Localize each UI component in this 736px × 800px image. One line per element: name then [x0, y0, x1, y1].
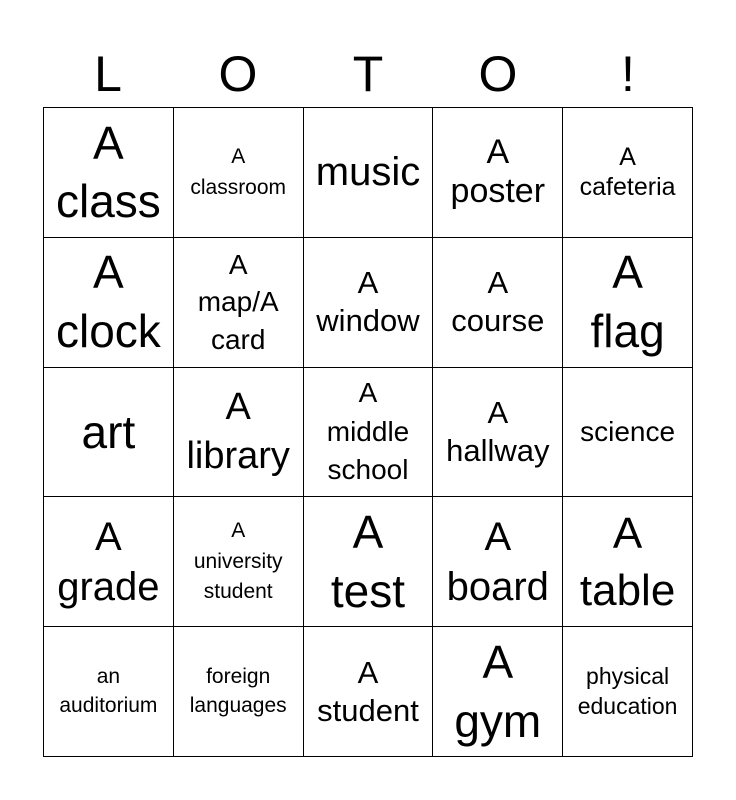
cell-text: A class — [55, 116, 161, 228]
cell-text: A window — [316, 265, 420, 339]
bingo-cell[interactable] — [44, 238, 174, 368]
title-letter-4: O — [478, 46, 518, 102]
bingo-cell[interactable] — [44, 368, 174, 498]
cell-text: A classroom — [190, 144, 287, 200]
bingo-cell[interactable] — [433, 627, 563, 757]
bingo-cell[interactable] — [174, 497, 304, 627]
bingo-cell[interactable] — [174, 627, 304, 757]
cell-text: A gym — [454, 635, 542, 747]
cell-text: A table — [579, 508, 676, 615]
bingo-grid — [43, 107, 693, 757]
bingo-title — [43, 44, 693, 104]
cell-text: A cafeteria — [579, 142, 676, 202]
cell-text: physical education — [577, 662, 678, 719]
cell-text: science — [580, 415, 676, 447]
bingo-cell[interactable] — [433, 238, 563, 368]
cell-text: A test — [330, 505, 406, 617]
cell-text: art — [81, 405, 136, 458]
cell-text: an auditorium — [59, 665, 158, 717]
cell-text: A map/A card — [197, 248, 279, 356]
cell-text: A poster — [450, 133, 546, 211]
bingo-cell[interactable] — [563, 238, 693, 368]
bingo-cell[interactable] — [304, 108, 434, 238]
cell-text: foreign languages — [189, 665, 287, 717]
bingo-cell[interactable] — [44, 108, 174, 238]
bingo-cell[interactable] — [174, 108, 304, 238]
cell-text: A grade — [57, 514, 160, 609]
bingo-cell[interactable] — [563, 368, 693, 498]
cell-text: A student — [317, 654, 419, 728]
title-letter-1: L — [94, 46, 122, 102]
cell-text: A board — [446, 514, 549, 609]
bingo-cell[interactable] — [304, 238, 434, 368]
bingo-cell[interactable] — [304, 627, 434, 757]
bingo-cell[interactable] — [563, 627, 693, 757]
bingo-cell[interactable] — [304, 497, 434, 627]
cell-text: A university student — [193, 519, 283, 603]
cell-text: music — [315, 150, 421, 195]
bingo-cell[interactable] — [563, 108, 693, 238]
cell-text: A middle school — [326, 377, 410, 486]
title-letter-5: ! — [621, 46, 635, 102]
bingo-cell[interactable] — [433, 368, 563, 498]
bingo-cell[interactable] — [304, 368, 434, 498]
title-letter-3: T — [352, 46, 384, 102]
title-letter-2: O — [218, 46, 258, 102]
cell-text: A hallway — [446, 395, 550, 468]
bingo-cell[interactable] — [44, 497, 174, 627]
bingo-cell[interactable] — [174, 238, 304, 368]
bingo-cell[interactable] — [433, 497, 563, 627]
cell-text: A clock — [55, 246, 161, 358]
cell-text: A library — [186, 385, 290, 477]
bingo-cell[interactable] — [433, 108, 563, 238]
cell-text: A course — [451, 265, 545, 339]
cell-text: A flag — [590, 246, 665, 358]
bingo-cell[interactable] — [174, 368, 304, 498]
bingo-cell[interactable] — [44, 627, 174, 757]
bingo-cell[interactable] — [563, 497, 693, 627]
